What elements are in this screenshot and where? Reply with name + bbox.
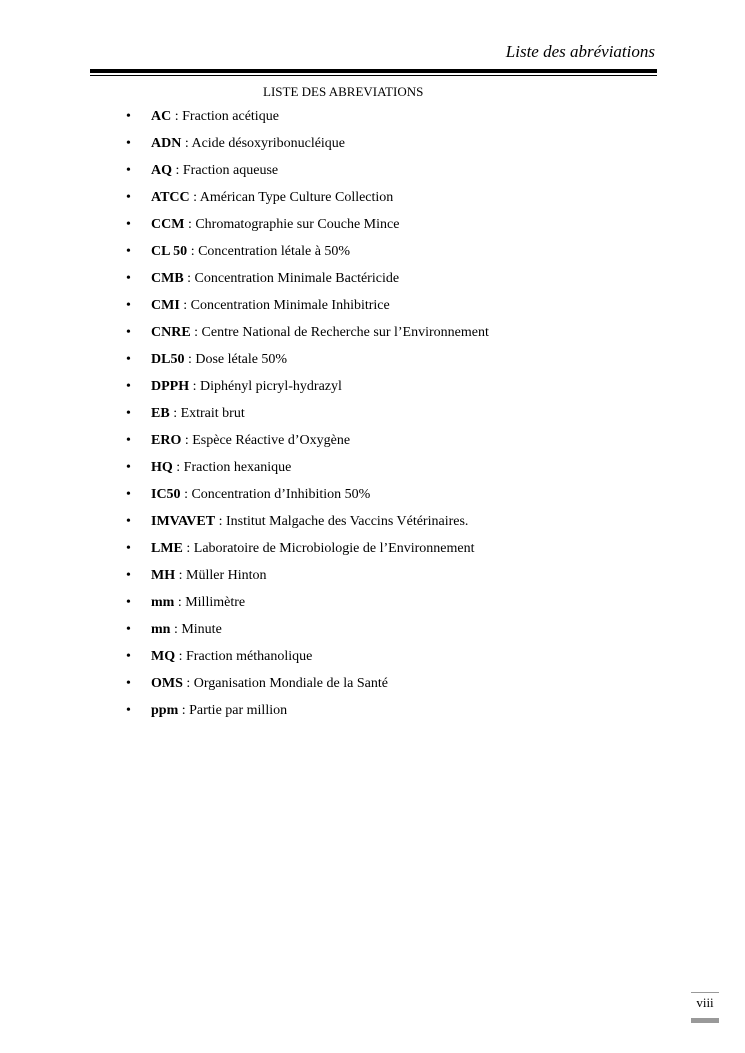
abbreviation-term: OMS [151,676,183,691]
abbreviation-term: IC50 [151,487,181,502]
abbreviation-entry [151,106,279,128]
bullet-icon: • [126,406,131,421]
abbreviation-definition: : Dose létale 50% [184,352,288,367]
bullet-icon: • [126,271,131,286]
bullet-icon: • [126,595,131,610]
abbreviation-definition: : Américan Type Culture Collection [189,190,394,205]
bullet-icon: • [126,622,131,637]
abbreviation-entry [151,619,222,641]
abbreviation-definition: : Espèce Réactive d’Oxygène [181,433,351,448]
abbreviation-entry [151,538,474,560]
abbreviation-term: mn [151,622,171,637]
abbreviation-definition: : Chromatographie sur Couche Mince [184,217,400,232]
abbreviation-entry [151,187,393,209]
abbreviation-term: ERO [151,433,182,448]
abbreviation-term: LME [151,541,183,556]
abbreviation-definition: : Fraction acétique [171,109,279,124]
abbreviation-term: CMI [151,298,180,313]
abbreviation-term: DL50 [151,352,185,367]
abbreviation-term: AC [151,109,172,124]
abbreviation-entry [151,430,350,452]
bullet-icon: • [126,703,131,718]
abbreviation-entry [151,349,287,371]
abbreviation-entry [151,646,312,668]
abbreviation-definition: : Millimètre [174,595,246,610]
abbreviation-entry [151,214,399,236]
abbreviation-term: AQ [151,163,172,178]
header-rule-thin [90,75,657,76]
abbreviation-definition: : Minute [170,622,222,637]
abbreviation-entry [151,673,388,695]
abbreviation-entry [151,592,245,614]
abbreviation-definition: : Concentration d’Inhibition 50% [180,487,371,502]
abbreviation-entry [151,457,291,479]
abbreviation-definition: : Concentration Minimale Bactéricide [183,271,400,286]
bullet-icon: • [126,244,131,259]
abbreviation-entry [151,133,345,155]
bullet-icon: • [126,298,131,313]
abbreviation-term: CL 50 [151,244,188,259]
abbreviation-definition: : Extrait brut [169,406,245,421]
abbreviation-term: IMVAVET [151,514,216,529]
abbreviation-term: CNRE [151,325,191,340]
bullet-icon: • [126,163,131,178]
header-rule-thick [90,69,657,73]
abbreviation-definition: : Diphényl picryl-hydrazyl [189,379,342,394]
bullet-icon: • [126,109,131,124]
abbreviation-definition: : Organisation Mondiale de la Santé [182,676,388,691]
abbreviation-term: EB [151,406,170,421]
abbreviation-definition: : Fraction aqueuse [172,163,279,178]
abbreviation-term: MH [151,568,176,583]
bullet-icon: • [126,676,131,691]
abbreviation-entry [151,484,370,506]
abbreviation-entry [151,565,267,587]
bullet-icon: • [126,568,131,583]
bullet-icon: • [126,352,131,367]
page-number-bar [691,1018,719,1023]
abbreviation-term: DPPH [151,379,190,394]
running-header: Liste des abréviations [505,42,655,61]
bullet-icon: • [126,487,131,502]
abbreviation-entry [151,295,390,317]
bullet-icon: • [126,649,131,664]
abbreviation-entry [151,700,287,722]
abbreviation-term: CCM [151,217,185,232]
abbreviation-entry [151,403,245,425]
page-number: viii [691,992,719,1013]
abbreviation-entry [151,376,342,398]
abbreviation-definition: : Müller Hinton [175,568,267,583]
abbreviation-term: mm [151,595,175,610]
abbreviation-term: MQ [151,649,176,664]
abbreviation-term: CMB [151,271,184,286]
abbreviation-definition: : Concentration Minimale Inhibitrice [179,298,390,313]
abbreviation-definition: : Centre National de Recherche sur l’Environnement [190,325,489,340]
abbreviation-term: HQ [151,460,173,475]
abbreviation-definition: : Acide désoxyribonucléique [181,136,346,151]
bullet-icon: • [126,541,131,556]
abbreviation-definition: : Concentration létale à 50% [187,244,351,259]
abbreviation-definition: : Institut Malgache des Vaccins Vétérinaires. [215,514,469,529]
abbreviation-entry [151,241,350,263]
bullet-icon: • [126,433,131,448]
abbreviation-definition: : Fraction méthanolique [175,649,313,664]
bullet-icon: • [126,514,131,529]
bullet-icon: • [126,325,131,340]
bullet-icon: • [126,379,131,394]
abbreviation-entry [151,268,399,290]
bullet-icon: • [126,136,131,151]
bullet-icon: • [126,460,131,475]
page-title: LISTE DES ABREVIATIONS [263,84,424,99]
abbreviation-term: ADN [151,136,182,151]
abbreviation-definition: : Laboratoire de Microbiologie de l’Environnement [182,541,475,556]
abbreviation-entry [151,322,489,344]
abbreviation-term: ATCC [151,190,190,205]
abbreviation-entry [151,511,468,533]
bullet-icon: • [126,190,131,205]
bullet-icon: • [126,217,131,232]
abbreviation-entry [151,160,278,182]
abbreviation-term: ppm [151,703,179,718]
abbreviation-definition: : Fraction hexanique [172,460,292,475]
abbreviation-definition: : Partie par million [178,703,288,718]
